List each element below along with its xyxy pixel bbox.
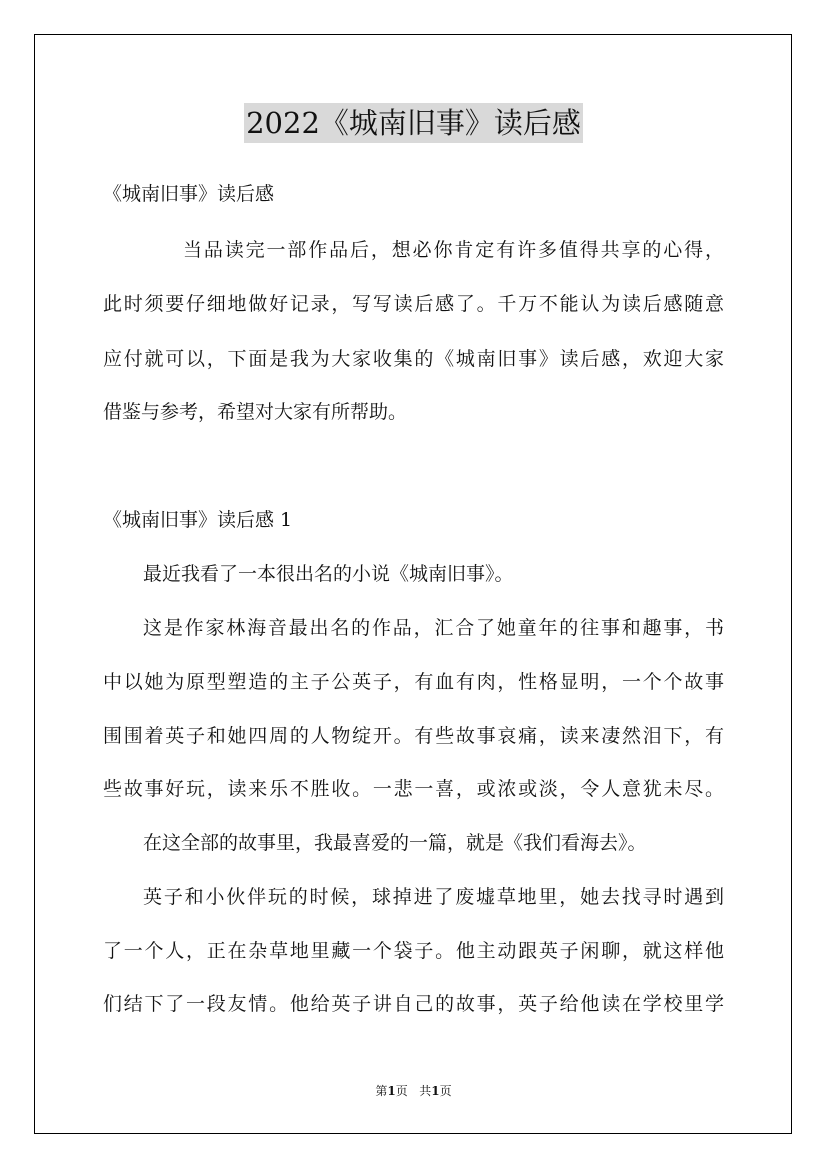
paragraph-line: 这是作家林海音最出名的作品，汇合了她童年的往事和趣事，书	[143, 617, 724, 639]
paragraph-line: 围围着英子和她四周的人物绽开。有些故事哀痛，读来凄然泪下，有	[103, 725, 724, 747]
footer-mid: 页 共	[395, 1084, 432, 1098]
paragraph-line: 在这全部的故事里，我最喜爱的一篇，就是《我们看海去》。	[143, 832, 647, 854]
intro-line: 此时须要仔细地做好记录，写写读后感了。千万不能认为读后感随意	[103, 293, 724, 315]
title-container	[0, 103, 827, 143]
document-subtitle: 《城南旧事》读后感	[103, 183, 275, 205]
paragraph-line: 最近我看了一本很出名的小说《城南旧事》。	[143, 563, 514, 585]
footer-prefix: 第	[375, 1084, 388, 1098]
intro-line: 当品读完一部作品后，想必你肯定有许多值得共享的心得，	[183, 239, 724, 261]
intro-line: 借鉴与参考，希望对大家有所帮助。	[103, 401, 408, 423]
page-footer	[0, 1083, 827, 1099]
footer-page-number: 1	[387, 1084, 396, 1098]
paragraph-line: 些故事好玩，读来乐不胜收。一悲一喜，或浓或淡，令人意犹未尽。	[103, 778, 724, 800]
paragraph-line: 英子和小伙伴玩的时候，球掉进了废墟草地里，她去找寻时遇到	[143, 886, 724, 908]
paragraph-line: 们结下了一段友情。他给英子讲自己的故事，英子给他读在学校里学	[103, 993, 724, 1015]
section-heading: 《城南旧事》读后感 1	[103, 509, 293, 531]
footer-suffix: 页	[439, 1084, 452, 1098]
paragraph-line: 了一个人，正在杂草地里藏一个袋子。他主动跟英子闲聊，就这样他	[103, 940, 724, 962]
footer-total-pages: 1	[431, 1084, 440, 1098]
document-title: 2022《城南旧事》读后感	[244, 103, 583, 143]
paragraph-line: 中以她为原型塑造的主子公英子，有血有肉，性格显明，一个个故事	[103, 671, 724, 693]
intro-line: 应付就可以，下面是我为大家收集的《城南旧事》读后感，欢迎大家	[103, 348, 724, 370]
